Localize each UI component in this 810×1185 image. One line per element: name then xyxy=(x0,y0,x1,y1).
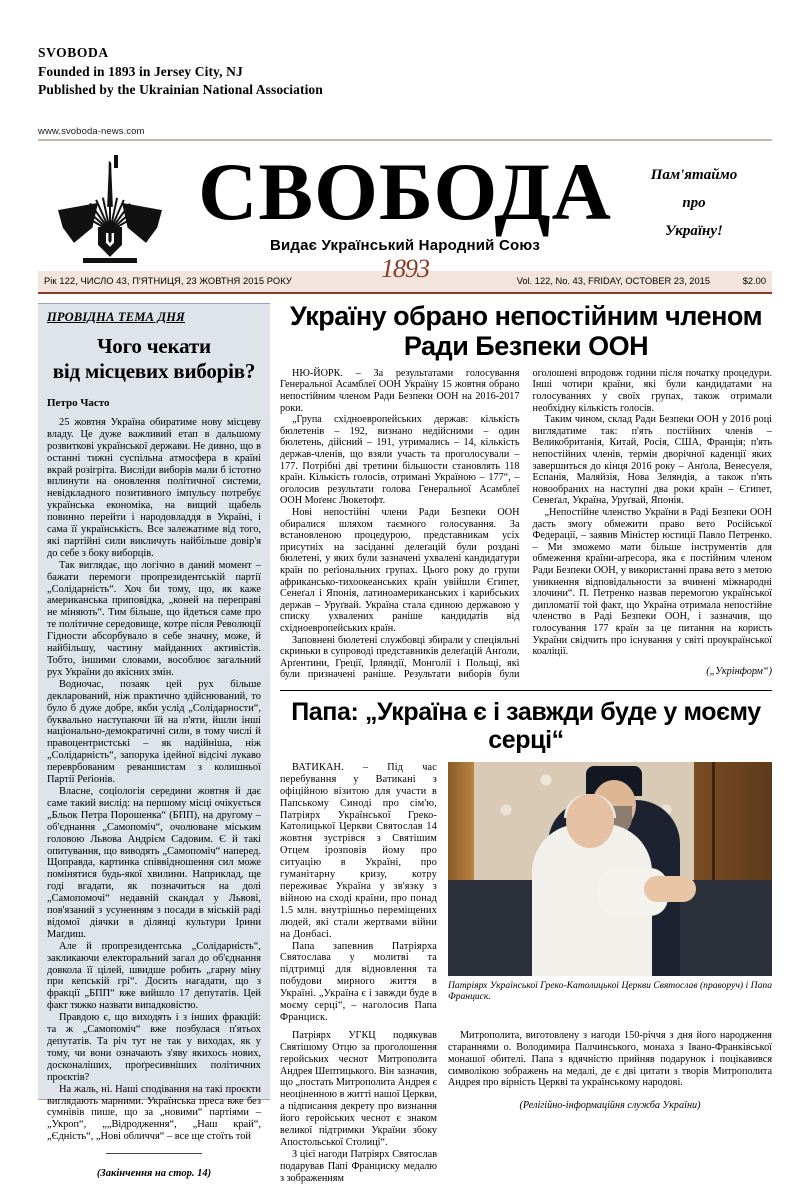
emblem-tryzub-shield xyxy=(98,227,122,257)
issue-date-ukrainian: Рік 122, ЧИСЛО 43, П'ЯТНИЦЯ, 23 ЖОВТНЯ 2015 РОКУ xyxy=(44,275,292,286)
publisher-name: SVOBODA xyxy=(38,45,109,60)
opinion-headline-line-1: Чого чекати xyxy=(97,333,211,358)
opinion-headline xyxy=(47,334,261,384)
masthead-slogan xyxy=(624,161,764,245)
emblem-torch xyxy=(114,155,118,168)
article-separator xyxy=(280,690,772,691)
opinion-headline-line-2: від місцевих виборів? xyxy=(52,358,256,383)
masthead-title-block xyxy=(188,145,622,254)
pope-text-column-right xyxy=(448,1030,772,1185)
un-paragraph: „Непостійне членство України в Раді Безпеки ООН дасть змогу обмежити право вето Російської Федерації, – заявив Міністер юстиції Павло Петренко. – Ми зможемо мати більше інструментів для обмеження країни-аґресора, яка є постійним членом Ради Безпеки ООН, у використанні права вето з метою уникнення відповідальности за вчинені міжнародні злочини“. П. Петренко назвав перемогою української дипломатії той факт, що Україна отримала непостійне членство в Раді Безпеки ООН, і зазначив, що голосування 177 країн за це питання на користь України свідчить про існування у світі проукраїнської коаліції. xyxy=(532,507,772,658)
opinion-byline: Петро Часто xyxy=(47,396,110,409)
pope-text-column-left-cont xyxy=(280,1030,437,1185)
opinion-paragraph: Водночас, позаяк цей рух більше декларований, ніж практично здійснюваний, то було б дуже добре, якби услід „Солідарности“, буквально наступаючи їй на п'яти, йшли інші національно-демократичні сили, в тому числі й правоцентристські – як надійніша, ніж „Солідарність“, запорука ідейної відсічі лукаво переврбованим реваншистам з колишньої Партії Реґіонів. xyxy=(47,678,261,786)
un-paragraph: Таким чином, склад Ради Безпеки ООН у 2016 році виглядатиме так: п'ять постійних членів – Великобританія, Китай, Росія, США, Франція; п'ять непостійних членів, термін дворічної каденції яких завершиться до кінця 2016 року – Анґола, Венесуеля, Еспанія, Маляйзія, Нова Зеляндія, а також п'ять новообраних на наступні два роки країн – Єгипет, Сенеґал, Україна, Уруґвай, Японія. xyxy=(532,414,772,507)
masthead-subtitle: Видає Український Народний Союз xyxy=(269,236,541,254)
pope-francis-and-patriarch-sviatoslav-photo xyxy=(448,762,772,976)
pope-article-top xyxy=(280,762,772,1024)
un-article-headline[interactable] xyxy=(280,301,772,361)
publisher-published-by: Published by the Ukrainian National Association xyxy=(38,82,323,98)
opinion-paragraph: На жаль, ні. Наші сподівання на такі проєкти виглядають марними. Українська преса вже без сумнівів пише, що за „новими“ партіями – „Укроп“, „„Відродження“, „Наш край“, „Єдність“, „Нові обличчя“ – все ще стоїть той xyxy=(47,1083,261,1143)
opinion-paragraph: 25 жовтня Україна обиратиме нову місцеву владу. Це дуже важливий етап в дальшому розвиткові української держави. Не дивно, що в останні тижні суспільна атмосфера в країні вкрай розігріта. Висліди виборів мали б істотно вплинути на оновлення політичної системи, невідкладного позитивного імпульсу потребує українська економіка, на вищий щабель повинно перейти і народовладдя в Україні, і сама її українськість. Все залежатиме від того, які партійні сили викличуть найбільше довір'я до себе з боку виборців. xyxy=(47,416,261,559)
main-content xyxy=(38,300,772,1185)
pope-paragraph: ВАТИКАН. – Під час перебування у Ватикані з офіційною візитою для участи в Папському Синоді про сім'ю, Патріярх Української Греко-Католицької Церкви Святослав 14 жовтня зустрівся з Святішим Отцем ірозповів йому про ситуацію в Україні, про гуманітарну кризу, котру переживає Україна у зв'язку з війною на сході країни, про понад 1.5 млн. внутрішньо переміщених людей, які стали жертвами війни на Донбасі. xyxy=(280,761,437,940)
opinion-paragraph: Власне, соціологія середини жовтня й дає саме такий вислід: на першому місці очікується „Бльок Петра Порошенка“ (БПП), на другому – об'єднання „Самопоміч“, очолюване міським головою Львова Андрієм Садовим. Є й такі опитування, що виводять „Самопоміч“ наперед. Щоправда, картинка співвідношення сил може помінятися будь-якої хвилини. Наприклад, ще годі вгадати, як позначиться на долі „Самопомочі“ недавній скандал у Львові, пов'язаний з усуненням з посади в міській раді відомої діячки в ділянці культури Ірини Маґдиш. xyxy=(47,785,261,940)
un-paragraph: Заповнені бюлетені службовці збирали у спеціяльні скриньки в супроводі представників делеґацій Анґоли, Арґентини, Греції, Ірляндії, Монголії і Польщі, які були призначені раніше. Результати виборів були оголошені впродовж години після початку процедури. Інші чотири країни, які були кандидатами на голосуваннях у своїх групах, також отримали необхідну кількість голосів. xyxy=(280,367,772,681)
pope-paragraph: Папа запевнив Патріярха Святослава у молитві та підтримці для відновлення та побудови мирного життя в Україні. „Україна є і завжди буде в моєму серці“, – наголосив Папа Франциск. xyxy=(280,940,437,1023)
issue-price: $2.00 xyxy=(742,275,766,286)
pope-paragraph: Патріярх УГКЦ подякував Святішому Отцю за проголошення геройських чеснот Митрополита Андрея Шептицького. Він зазначив, що „постать Митрополита Андрея є неоціненною в житті нашої Церкви, а підписання декрету про визнання його геройських чеснот є знаком великої підтримки України збоку Апостольської Столиці“. xyxy=(280,1029,437,1148)
continuation-note[interactable]: (Закінчення на стор. 14) xyxy=(96,1168,212,1180)
emblem-wing-left xyxy=(58,203,98,243)
un-paragraph: „Група східноевропейських держав: кількість бюлетенів – 192, визнано недійсними – один бюлетень, дійсний – 191, утримались – 14, кількість держав-членів, що взяли участь та проголосували – 177. Потрібні дві третини більшости становлять 118 країн. Кількість голосів, отримані Україною – 177“, – оголосив результати голова Генеральної Асамблеї ООН Моґенс Люкетофт. xyxy=(280,414,520,507)
un-article-body xyxy=(280,368,772,681)
opinion-paragraph: Правдою є, що виходять і з інших фракцій: та ж „Самопоміч“ вже позбулася п'ятьох депутатів. Та річ тут не так у виходах, як у тому, чи вони означають з'яву якихось нових, досконаліших, проґресивніших політичних проєктів? xyxy=(47,1012,261,1083)
column-kicker: ПРОВІДНА ТЕМА ДНЯ xyxy=(47,309,185,324)
emblem-base xyxy=(83,258,137,263)
pope-article-bottom xyxy=(280,1030,772,1185)
masthead-title: СВОБОДА xyxy=(198,145,612,237)
slogan-line-2: про xyxy=(682,194,706,211)
emblem-wing-right xyxy=(122,203,162,243)
pope-paragraph: Митрополита, виготовлену з нагоди 150-річчя з дня його народження стараннями о. Володимира Палчинського, монаха з Івано-Франківської монашої обителі. Папа з вдячністю прийняв подарунок і поцікавився символікою зображень на медалі, де є дві цитати з творів Митрополита Андрея про вірність Церкві та українському народові. xyxy=(448,1029,772,1089)
pope-article-headline[interactable]: Папа: „Україна є і завжди буде у моєму серці“ xyxy=(291,697,761,754)
un-paragraph: Нові непостійні члени Ради Безпеки ООН обиралися шляхом таємного голосування. За встановленою процедурою, представникам усіх присутніх на засіданні делеґацій були роздані бюлетені, у яких були зазначені ухвалені кандидатури країн по реґіональних групах. Цього року до групи африкансько-тихоокеанських країн увійшли Єгипет, Сенеґал і Японія, латиноамериканських і карибських держав – Уруґвай. Україна стала єдиною державою у списку ухвалених раніше кандидатів від східноевропейських країн. xyxy=(280,507,520,634)
slogan-line-3: Україну! xyxy=(665,222,723,239)
opinion-paragraph: Але й пропрезидентська „Солідарність“, закликаючи електоральний загал до об'єднання довкола її цілей, швидше робить „гарну міну при кепській грі“. Досить нагадати, що з фракції „БПП“ вже вийшло 17 депутатів. Цей факт тяжко назвати випадковістю. xyxy=(47,940,261,1012)
un-headline-line-2: Ради Безпеки ООН xyxy=(403,330,649,361)
un-headline-line-1: Україну обрано непостійним членом xyxy=(289,300,763,331)
opinion-body xyxy=(47,417,261,1143)
right-content-area xyxy=(270,300,772,1185)
pope-photo-caption: Патріярх Української Греко-Католицької Церкви Святослав (праворуч) і Папа Франциск. xyxy=(448,979,772,1003)
pope-photo-block xyxy=(448,762,772,1024)
pope-text-column-left xyxy=(280,762,437,1024)
un-article-credit: („Укрінформ“) xyxy=(706,665,772,677)
pope-paragraph: З цієї нагоди Патріярх Святослав подарував Папі Франциску медалю з зображенням xyxy=(280,1148,437,1184)
issue-date-english: Vol. 122, No. 43, FRIDAY, OCTOBER 23, 2015 xyxy=(516,275,710,286)
website-url[interactable]: www.svoboda-news.com xyxy=(38,125,145,137)
slogan-line-1: Пам'ятаймо xyxy=(650,166,738,183)
publisher-founded: Founded in 1893 in Jersey City, NJ xyxy=(38,63,243,79)
founding-year-ornament: 1893 xyxy=(381,253,429,283)
publisher-info xyxy=(38,0,772,100)
header-divider xyxy=(38,139,772,141)
lead-opinion-column xyxy=(38,303,270,1180)
masthead xyxy=(38,145,772,269)
opinion-paragraph: Так виглядає, що логічно в даний момент – бажати перемоги пропрезидентській партії „Солідарність“. Хоч би тому, що, як каже американська приповідка, „коней на переправі не міняють“. Тим більше, що йдеться саме про те політичне середовище, котре після Революції Гідности абсорбувало в себе значну, може, й найбільшу, частину майданних активістів. Тобто, іншими словами, вособлює загальний рух України до якісних змін. xyxy=(47,559,261,678)
issue-date-bar xyxy=(38,253,772,294)
continuation-divider xyxy=(106,1153,202,1154)
un-paragraph: НЮ-ЙОРК. – За результатами голосування Генеральної Асамблеї ООН Україну 15 жовтня обрано непостійним членом Ради Безпеки ООН на 2016-2017 роки. xyxy=(280,367,520,414)
statue-of-liberty-emblem-icon xyxy=(60,155,160,263)
pope-article-credit: (Релігійно-інформаційня служба України) xyxy=(519,1100,701,1112)
